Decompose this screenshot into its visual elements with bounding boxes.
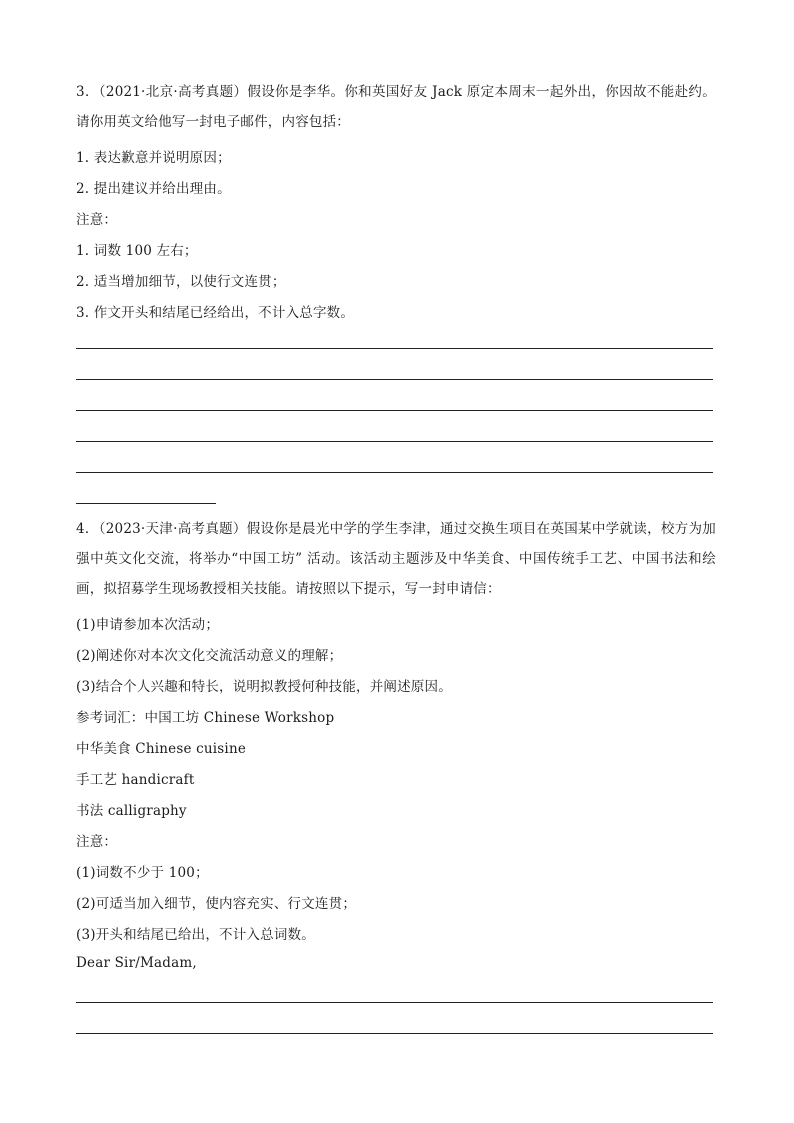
- q4-notice-3: (3)开头和结尾已给出，不计入总词数。: [76, 927, 315, 943]
- q3-notice-3: 3. 作文开头和结尾已经给出，不计入总字数。: [76, 305, 355, 321]
- q3-point-1: 1. 表达歉意并说明原因；: [76, 150, 231, 166]
- q4-vocab-2: 中华美食 Chinese cuisine: [76, 741, 247, 757]
- answer-line[interactable]: [76, 1002, 713, 1003]
- q4-notice-1: (1)词数不少于 100；: [76, 865, 209, 881]
- answer-line[interactable]: [76, 379, 713, 380]
- answer-line[interactable]: [76, 1033, 713, 1034]
- q4-point-2: (2)阐述你对本次文化交流活动意义的理解；: [76, 648, 343, 664]
- q4-greeting: Dear Sir/Madam,: [76, 955, 197, 971]
- answer-line[interactable]: [76, 472, 713, 473]
- q4-point-3: (3)结合个人兴趣和特长，说明拟教授何种技能，并阐述原因。: [76, 679, 452, 695]
- q3-notice-title: 注意：: [76, 212, 118, 228]
- q4-notice-2: (2)可适当加入细节，使内容充实、行文连贯；: [76, 896, 357, 912]
- answer-line[interactable]: [76, 441, 713, 442]
- answer-line[interactable]: [76, 348, 713, 349]
- q4-point-1: (1)申请参加本次活动；: [76, 617, 220, 633]
- q4-notice-title: 注意：: [76, 834, 118, 850]
- q4-vocab-3: 手工艺 handicraft: [76, 772, 195, 788]
- q4-vocab-1: 参考词汇：中国工坊 Chinese Workshop: [76, 710, 335, 726]
- q3-point-2: 2. 提出建议并给出理由。: [76, 181, 231, 197]
- q3-intro: 3．（2021·北京·高考真题）假设你是李华。你和英国好友 Jack 原定本周末一起外出，你因故不能赴约。请你用英文给他写一封电子邮件，内容包括：: [76, 84, 716, 130]
- q4-intro: 4．（2023·天津·高考真题）假设你是晨光中学的学生李津，通过交换生项目在英国某中学就读，校方为加强中英文化交流，将举办“中国工坊” 活动。该活动主题涉及中华美食、中国传统手工艺、中国书法和绘画，拟招募学生现场教授相关技能。请按照以下提示，写一封申请信：: [76, 521, 716, 597]
- q4-vocab-4: 书法 calligraphy: [76, 803, 187, 819]
- q3-notice-1: 1. 词数 100 左右；: [76, 243, 198, 259]
- q3-notice-2: 2. 适当增加细节，以使行文连贯；: [76, 274, 286, 290]
- answer-line-short[interactable]: [76, 503, 216, 504]
- answer-line[interactable]: [76, 410, 713, 411]
